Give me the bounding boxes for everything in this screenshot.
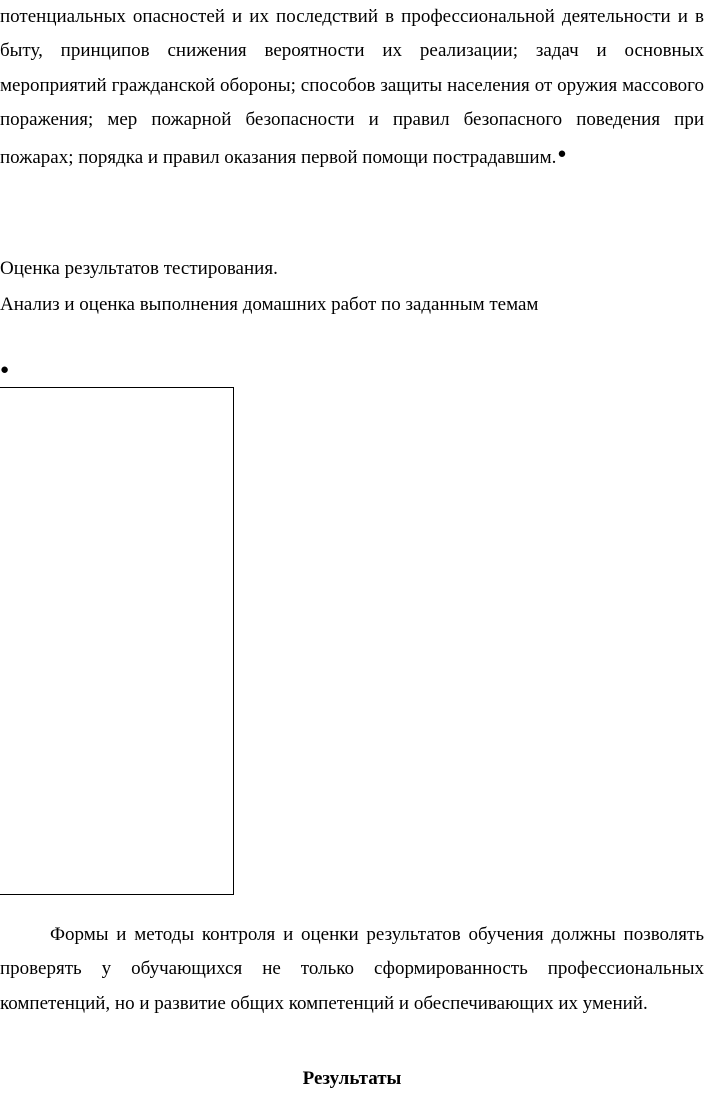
paragraph-bottom: Формы и методы контроля и оценки результатов обучения должны позволять проверять у обучающихся не только сформированность профессиональных компетенций, но и развитие общих компетенций и обеспечивающих их умений. <box>0 924 704 1014</box>
paragraph-top <box>0 0 704 175</box>
evaluation-line-homework: Анализ и оценка выполнения домашних работ по заданным темам <box>0 294 539 315</box>
paragraph-top-text: потенциальных опасностей и их последствий в профессиональной деятельности и в быту, принципов снижения вероятности их реализации; задач и основных мероприятий гражданской обороны; способов защиты населения от оружия массового поражения; мер пожарной безопасности и правил безопасного поведения при пожарах; порядка и правил оказания первой помощи пострадавшим. <box>0 6 704 169</box>
bullet-icon: ● <box>0 362 10 378</box>
empty-table-cell <box>0 387 234 895</box>
heading-results: Результаты <box>302 1068 402 1089</box>
bullet-icon: ● <box>557 146 567 163</box>
evaluation-line-tests: Оценка результатов тестирования. <box>0 258 278 279</box>
